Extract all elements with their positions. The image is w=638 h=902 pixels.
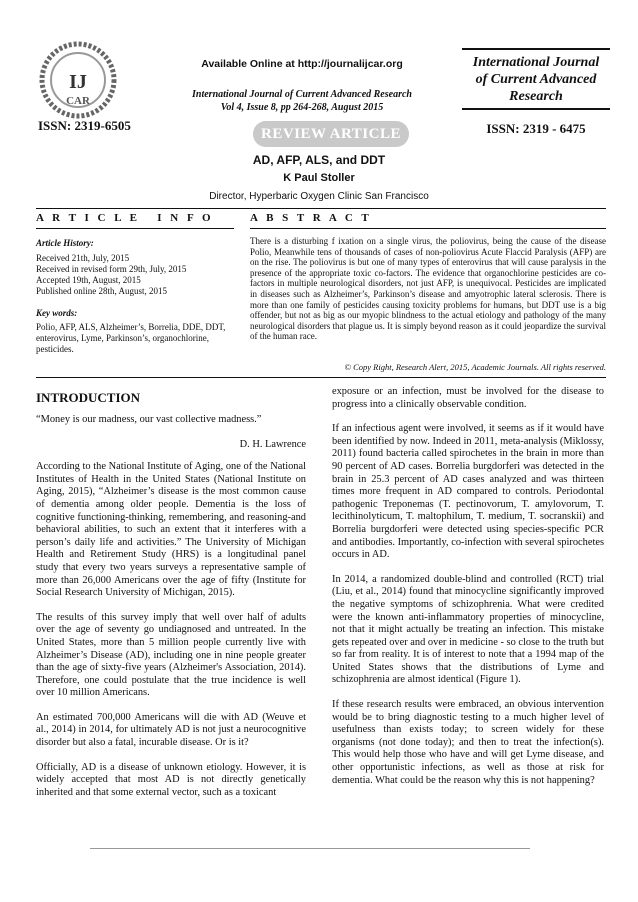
article-history-list [36, 253, 236, 297]
journal-title-box [462, 48, 610, 110]
body-paragraph: In 2014, a randomized double-blind and controlled (RCT) trial (Liu, et al., 2014) found that minocycline significantly improved the negative symptoms of schizophrenia. What were credited were the known anti-inflammatory properties of minocycline, not that it might actually be treating an infection. This mistake gets repeated over and over in medicine - so close to the truth but so far from reality. It is of interest to note that a 1994 map of the United States shows that the distributions of Lyme and schizophrenia are almost identical (Figure 1). [332, 573, 604, 686]
svg-text:CAR: CAR [66, 95, 90, 107]
abstract-text: There is a disturbing f ixation on a single virus, the poliovirus, being the cause of the disease Polio, Meanwhile tens of thousands of cases of non-poliovirus Acute Flaccid Paralysis (AFP) are on the rise. The poliovirus is but one of many types of enterovirus that will cause paralysis in the presence of the appropriate toxic co-factors. The evidence that organochlorine pesticides are co-factors in multiple neurological disorders, not just AFP, is unequivocal. Pesticides are implicated in diseases such as Alzheimer’s, Parkinson’s disease and amyotrophic lateral sclerosis. There is more than one family of pesticides causing toxicity problems for humans, but DDT use is a big offender, but not as big as our myopic blindness to the actual etiology and pathology of the many neurological disorders that plague us. It is simply beyond reason as it could jeopardize the survival of the human race. [250, 236, 606, 342]
journal-citation [178, 88, 426, 114]
article-author: K Paul Stoller [283, 172, 355, 184]
article-title: AD, AFP, ALS, and DDT [252, 153, 386, 167]
svg-text:IJ: IJ [69, 71, 87, 93]
article-history-label: Article History: [36, 238, 94, 248]
body-paragraph: An estimated 700,000 Americans will die with AD (Weuve et al., 2014) in 2014, for ultimately AD is not just a neurocognitive disorder but also a fatal, incurable disease. Or is it? [36, 711, 306, 749]
history-entry: Received in revised form 29th, July, 2015 [36, 264, 187, 274]
abstract-divider [250, 228, 606, 229]
body-paragraph: exposure or an infection, must be involved for the disease to progress into a clinically observable condition. [332, 386, 604, 410]
body-left-column [36, 390, 306, 811]
available-online-link[interactable]: Available Online at http://journalijcar.org [201, 58, 403, 70]
body-right-column [332, 386, 604, 799]
journal-title-line: International Journal [472, 55, 600, 70]
article-info-divider [36, 228, 234, 229]
journal-citation-line1: International Journal of Current Advanced Research [192, 89, 412, 100]
abstract-bottom-divider [36, 377, 606, 378]
body-paragraph: If these research results were embraced, an obvious intervention would be to bring diagnostic testing to a much higher level of usefulness than exists today; to screen widely for these organisms (not done today); and then to treat the infection(s). This would help those who have and will get Lyme disease, and other opportunistic infections, as well as those at risk for dementia. What could be the reason why this is not happening? [332, 699, 604, 786]
epigraph-quote: “Money is our madness, our vast collective madness.” [36, 414, 262, 425]
history-entry: Received 21th, July, 2015 [36, 253, 130, 263]
issn-right: ISSN: 2319 - 6475 [486, 121, 586, 136]
introduction-heading: INTRODUCTION [36, 390, 141, 405]
keywords-label: Key words: [36, 308, 78, 318]
body-paragraph: The results of this survey imply that well over half of adults over the age of seventy go undiagnosed and untreated. In the United States, more than 5 million people currently live with Alzheimer’s Disease (AD), including one in nine people greater than the age of sixty-five years (Alzheimer's Association, 2014). Therefore, one could postulate that the true incidence is well over 10 million Americans. [36, 611, 306, 699]
issn-left: ISSN: 2319-6505 [38, 118, 131, 133]
journal-title-rule [462, 108, 610, 110]
journal-title-line: Research [509, 89, 563, 104]
article-info-heading: A R T I C L E I N F O [36, 212, 214, 224]
article-info-panel [36, 238, 236, 355]
history-entry: Published online 28th, August, 2015 [36, 286, 168, 296]
journal-citation-line2: Vol 4, Issue 8, pp 264-268, August 2015 [220, 102, 384, 113]
abstract-heading: A B S T R A C T [250, 212, 372, 224]
header-divider-top [36, 208, 606, 209]
copyright-notice: © Copy Right, Research Alert, 2015, Academic Journals. All rights reserved. [344, 362, 606, 372]
review-article-badge: REVIEW ARTICLE [253, 121, 409, 147]
journal-title-line: of Current Advanced [475, 72, 597, 87]
keywords-text: Polio, AFP, ALS, Alzheimer’s, Borrelia, DDE, DDT, enterovirus, Lyme, Parkinson’s, organochlorine, pesticides. [36, 322, 226, 354]
body-paragraph: According to the National Institute of Aging, one of the National Institutes of Health in the United States (National Institute on Aging, 2015), “Alzheimer’s disease is the most common cause of dementia among older people. Dementia is the loss of cognitive functioning-thinking, remembering, and reasoning-and behavioral abilities, to such an extent that it interferes with a person’s daily life and activities.” The University of Michigan Health and Retirement Study (HRS) is a longitudinal panel study that every two years surveys a representative sample of more than 26,000 Americans over the age of fifty (Institute for Social Research University of Michigan, 2015). [36, 461, 306, 599]
history-entry: Accepted 19th, August, 2015 [36, 275, 141, 285]
epigraph-author: D. H. Lawrence [239, 438, 306, 450]
body-paragraph: Officially, AD is a disease of unknown etiology. However, it is widely accepted that most AD is not directly genetically inherited and that some external vector, such as a toxicant [36, 761, 306, 798]
journal-logo [38, 40, 118, 120]
author-affiliation: Director, Hyperbaric Oxygen Clinic San Francisco [209, 191, 429, 202]
body-paragraph: If an infectious agent were involved, it seems as if it would have been identified by now. Indeed in 2011, meta-analysis (Miklossy, 2011) found bacteria called spirochetes in the brain in more than 90 percent of AD cases. Borrelia burgdorferi was detected in the brain in 25.3 percent of AD cases analyzed and was thirteen times more frequent in AD compared to controls. Periodontal pathogenic Treponemas (T. pectinovorum, T. amylovorum, T. lecithinolyticum, T. maltophilum, T. medium, T. socranskii) and Borrelia burgdorferi were detected using species-specific PCR and antibodies. Importantly, co-infection with several spirochetes occurs in AD. [332, 423, 604, 561]
footer-divider [90, 848, 530, 849]
